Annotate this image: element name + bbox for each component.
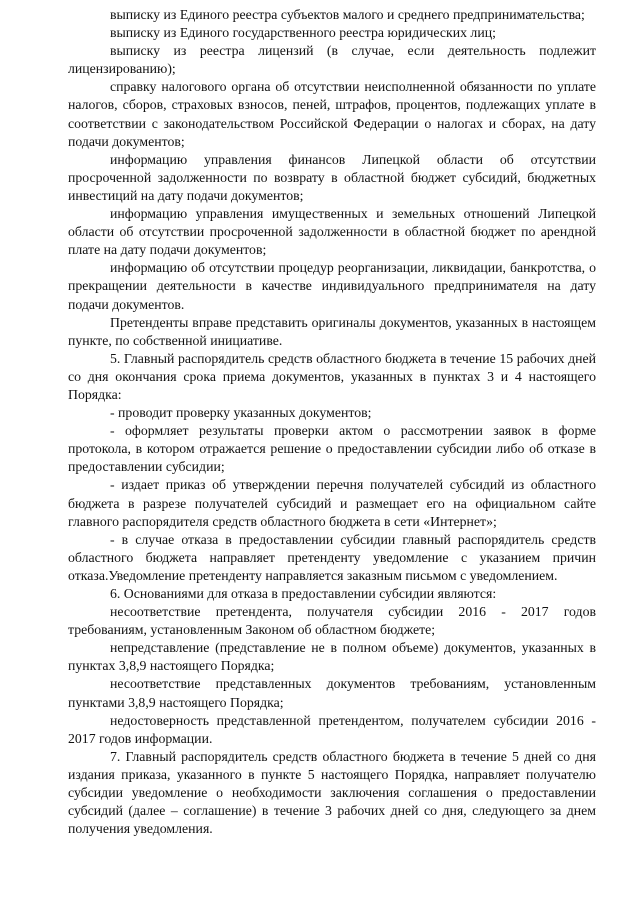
paragraph-originals-right: Претенденты вправе представить оригиналы документов, указанных в настоящем пункте, по собственной инициативе.: [68, 314, 596, 348]
paragraph-legal-entities-registry-extract: выписку из Единого государственного реестра юридических лиц;: [110, 25, 496, 41]
paragraph-noncompliance: несоответствие претендента, получателя субсидии 2016 - 2017 годов требованиям, установленным Законом об областном бюджете;: [68, 604, 596, 638]
list-item-protocol: - оформляет результаты проверки актом о рассмотрении заявок в форме протокола, в котором отражается решение о предоставлении субсидии либо об отказе в предоставлении субсидии;: [68, 423, 596, 475]
paragraph-license-registry-extract: выписку из реестра лицензий (в случае, если деятельность подлежит лицензированию);: [68, 43, 596, 77]
paragraph-nonsubmission: непредставление (представление не в полном объеме) документов, указанных в пунктах 3,8,9 настоящего Порядка;: [68, 640, 596, 674]
list-item-refusal-notice: - в случае отказа в предоставлении субсидии главный распорядитель средств областного бюджета направляет претенденту уведомление с указанием причин отказа.Уведомление претенденту направляется заказным письмом с уведомлением.: [68, 531, 596, 583]
paragraph-clause-7: 7. Главный распорядитель средств областного бюджета в течение 5 дней со дня издания приказа, указанного в пункте 5 настоящего Порядка, направляет получателю субсидии уведомление о необходимости заключения соглашения о предоставлении субсидий (далее – соглашение) в течение 3 рабочих дней со дня, следующего за днем получения уведомления.: [68, 748, 596, 837]
list-item-check-documents: - проводит проверку указанных документов;: [110, 405, 372, 421]
paragraph-clause-5: 5. Главный распорядитель средств областного бюджета в течение 15 рабочих дней со дня окончания срока приема документов, указанных в пунктах 3 и 4 настоящего Порядка:: [68, 350, 596, 402]
paragraph-tax-certificate: справку налогового органа об отсутствии неисполненной обязанности по уплате налогов, сборов, страховых взносов, пеней, штрафов, процентов, подлежащих уплате в соответствии с законодательством Российской Федерации о налогах и сборах, на дату подачи документов;: [68, 79, 596, 149]
paragraph-no-reorganization-info: информацию об отсутствии процедур реорганизации, ликвидации, банкротства, о прекращении деятельности в качестве индивидуального предпринимателя на дату подачи документов.: [68, 260, 596, 312]
list-item-order: - издает приказ об утверждении перечня получателей субсидий из областного бюджета в разрезе получателей субсидий и размещает его на официальном сайте главного распорядителя средств областного бюджета в сети «Интернет»;: [68, 477, 596, 529]
paragraph-clause-6: 6. Основаниями для отказа в предоставлении субсидии являются:: [110, 586, 497, 601]
paragraph-finance-department-info: информацию управления финансов Липецкой области об отсутствии просроченной задолженности по возврату в областной бюджет субсидий, бюджетных инвестиций на дату подачи документов;: [68, 151, 596, 203]
paragraph-smb-registry-extract: выписку из Единого реестра субъектов малого и среднего предпринимательства;: [110, 7, 585, 22]
paragraph-property-department-info: информацию управления имущественных и земельных отношений Липецкой области об отсутствии просроченной задолженности в областной бюджет по арендной плате на дату подачи документов;: [68, 206, 596, 258]
paragraph-documents-mismatch: несоответствие представленных документов требованиям, установленным пунктами 3,8,9 настоящего Порядка;: [68, 676, 596, 710]
paragraph-false-information: недостоверность представленной претендентом, получателем субсидии 2016 - 2017 годов информации.: [68, 712, 596, 746]
